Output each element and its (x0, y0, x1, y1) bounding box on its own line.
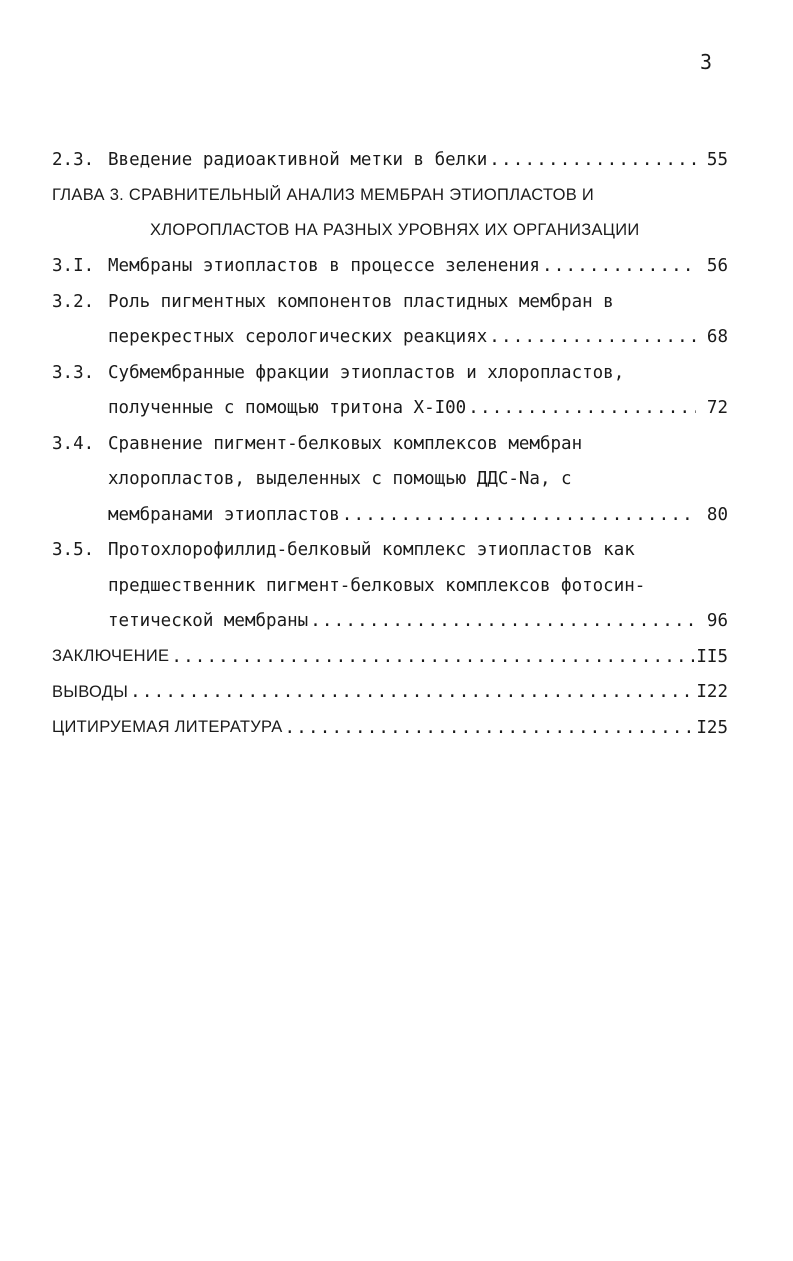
toc-entry-3-5-continued-1 (52, 568, 728, 604)
toc-entry-number: 2.3. (52, 149, 95, 170)
toc-entry-page: 68 (706, 327, 728, 348)
toc-entry-title: ВЫВОДЫ (52, 682, 129, 701)
toc-entry-title-continued: перекрестных серологических реакциях (108, 327, 488, 348)
toc-entry-page: 55 (706, 149, 728, 170)
page-number: 3 (700, 50, 713, 74)
toc-chapter-3-line-1 (52, 178, 728, 214)
toc-entry-3-3-continued (52, 391, 728, 427)
dot-leader (310, 611, 696, 631)
toc-entry-title-continued: хлоропластов, выделенных с помощью ДДС-Nа, с (108, 469, 572, 490)
toc-entry-3-1 (52, 249, 728, 285)
dot-leader (489, 327, 696, 347)
dot-leader (489, 150, 696, 170)
toc-chapter-3-line-2 (52, 213, 728, 249)
dot-leader (542, 256, 696, 276)
toc-entry-page: II5 (696, 646, 728, 667)
toc-entry-number: 3.4. (52, 433, 95, 454)
dot-leader (468, 398, 696, 418)
chapter-title: ГЛАВА 3. СРАВНИТЕЛЬНЫЙ АНАЛИЗ МЕМБРАН ЭТИОПЛАСТОВ И (52, 185, 595, 204)
toc-entry-title: Введение радиоактивной метки в белки (108, 149, 488, 170)
table-of-contents (52, 142, 728, 746)
toc-entry-number: 3.3. (52, 362, 95, 383)
toc-entry-findings (52, 675, 728, 711)
toc-entry-3-5 (52, 533, 728, 569)
dot-leader (285, 718, 695, 738)
toc-entry-number: 3.I. (52, 256, 95, 277)
dot-leader (171, 647, 694, 667)
toc-entry-3-4-continued-1 (52, 462, 728, 498)
toc-entry-title: Субмембранные фракции этиопластов и хлоропластов, (108, 362, 625, 383)
toc-entry-3-5-continued-2 (52, 604, 728, 640)
toc-entry-title: Протохлорофиллид-белковый комплекс этиопластов как (108, 540, 635, 561)
toc-entry-3-4-continued-2 (52, 497, 728, 533)
toc-entry-title-continued: полученные с помощью тритона Х-I00 (108, 398, 467, 419)
toc-entry-title: Роль пигментных компонентов пластидных мембран в (108, 291, 614, 312)
toc-entry-title: Мембраны этиопластов в процессе зеленения (108, 256, 540, 277)
toc-entry-page: 80 (706, 504, 728, 525)
toc-entry-page: 96 (706, 611, 728, 632)
toc-entry-title-continued: мембранами этиопластов (108, 504, 340, 525)
toc-entry-title-continued: предшественник пигмент-белковых комплексов фотосин- (108, 575, 646, 596)
toc-entry-references (52, 710, 728, 746)
toc-entry-title: ЦИТИРУЕМАЯ ЛИТЕРАТУРА (52, 718, 283, 737)
toc-entry-3-3 (52, 355, 728, 391)
toc-entry-page: I25 (696, 717, 728, 738)
toc-entry-title: Сравнение пигмент-белковых комплексов мембран (108, 433, 583, 454)
toc-entry-3-2 (52, 284, 728, 320)
toc-entry-title: ЗАКЛЮЧЕНИЕ (52, 647, 170, 666)
toc-entry-conclusion (52, 639, 728, 675)
toc-entry-title-continued: тетической мембраны (108, 611, 309, 632)
chapter-title-continued: ХЛОРОПЛАСТОВ НА РАЗНЫХ УРОВНЯХ ИХ ОРГАНИЗАЦИИ (150, 221, 640, 240)
toc-entry-page: 72 (706, 398, 728, 419)
toc-entry-number: 3.2. (52, 291, 95, 312)
toc-entry-2-3 (52, 142, 728, 178)
toc-entry-page: I22 (696, 682, 728, 703)
toc-entry-number: 3.5. (52, 540, 95, 561)
dot-leader (130, 682, 694, 702)
toc-entry-3-4 (52, 426, 728, 462)
toc-entry-3-2-continued (52, 320, 728, 356)
toc-entry-page: 56 (706, 256, 728, 277)
dot-leader (342, 505, 696, 525)
